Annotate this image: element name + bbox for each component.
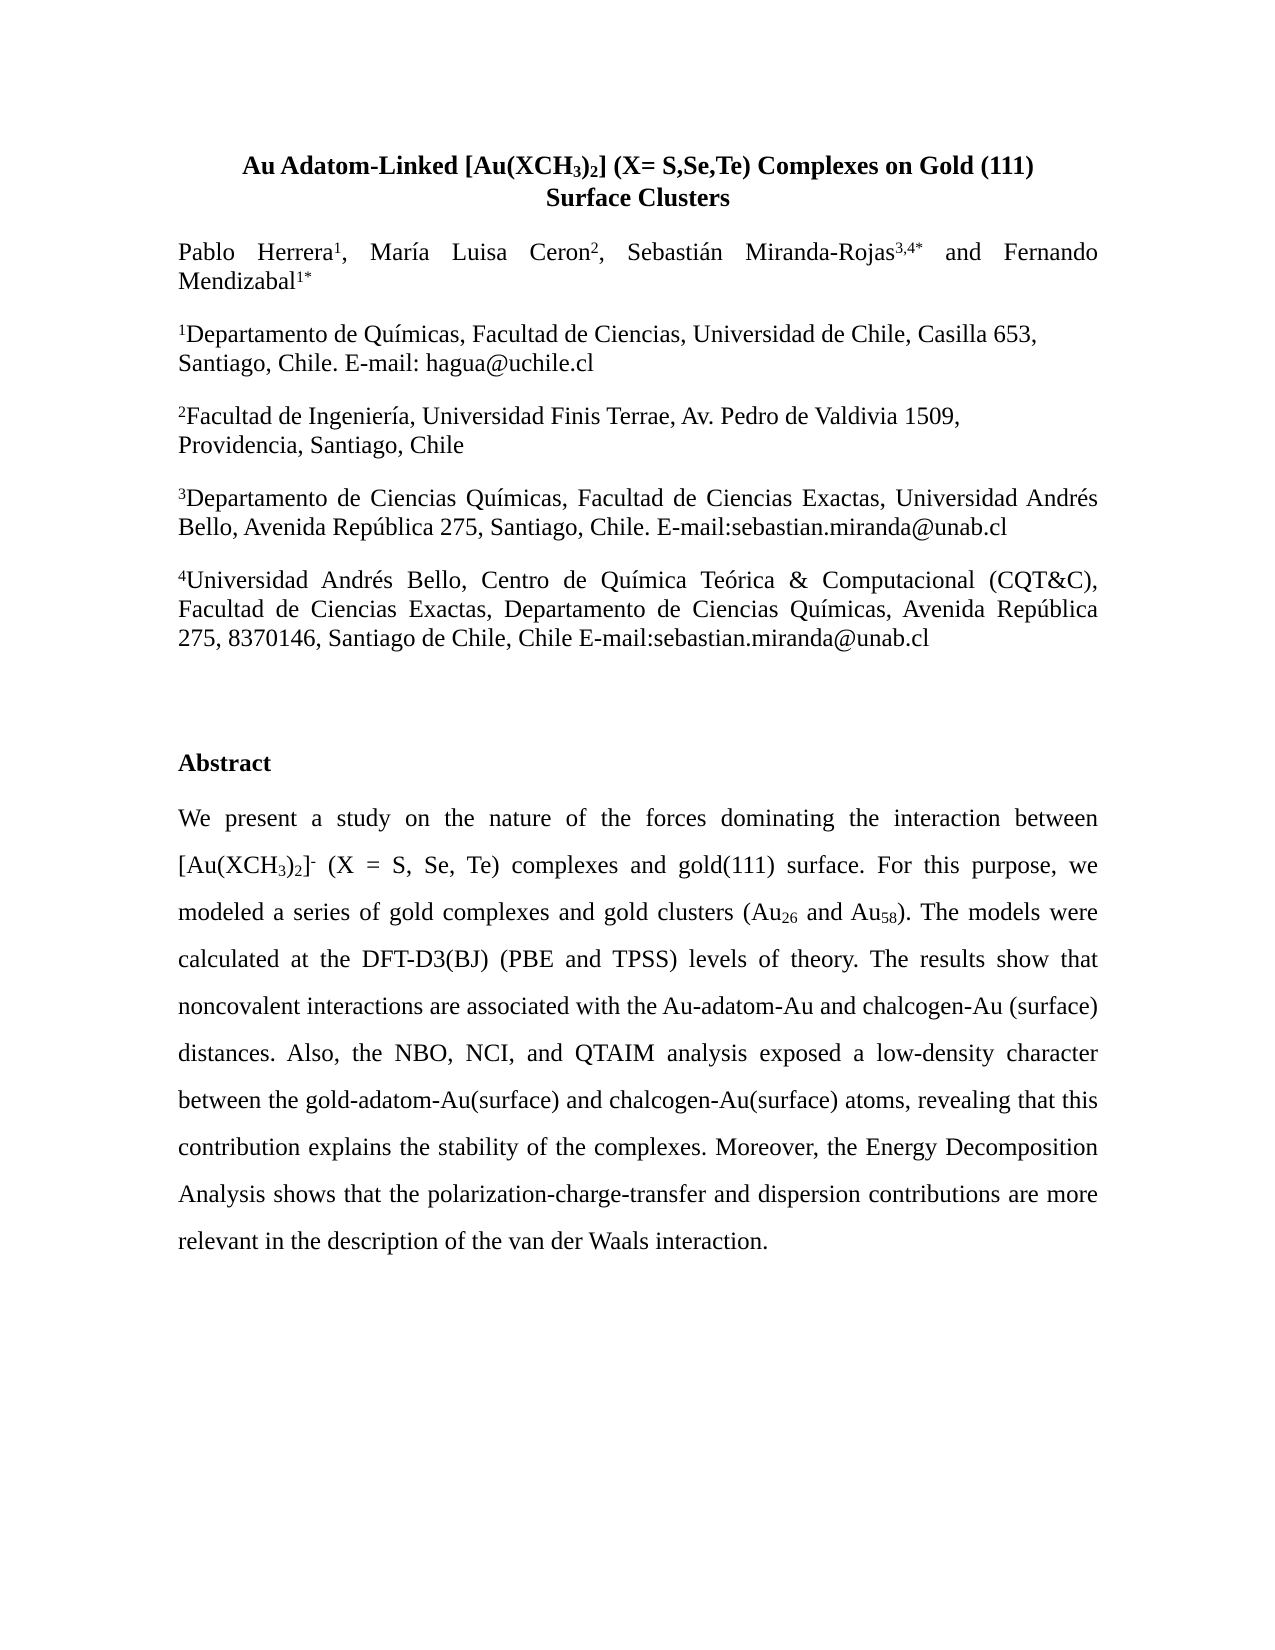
affiliation-1: $^1$Departamento de Químicas, Facultad de Ciencias, Universidad de Chile, Casilla 653, Santiago, Chile. E-mail: hagua@uchile.cl	[178, 321, 1038, 377]
authors-line: Pablo Herrera$^1$, María Luisa Ceron$^2$, Sebastián Miranda-Rojas$^{3,4*}$ and Fernando Mendizabal$^{1*}$	[178, 239, 1098, 295]
abstract-body: We present a study on the nature of the forces dominating the interaction between $[Au(XCH_3)_2]^-$ (X = S, Se, Te) complexes and gold(111) surface. For this purpose, we modeled a series of gold complexes and gold clusters ($Au_{26}$ and $Au_{58}$). The models were calculated at the DFT-D3(BJ) (PBE and TPSS) levels of theory. The results show that noncovalent interactions are associated with the Au-adatom-Au and chalcogen-Au (surface) distances. Also, the NBO, NCI, and QTAIM analysis exposed a low-density character between the gold-adatom-Au(surface) and chalcogen-Au(surface) atoms, revealing that this contribution explains the stability of the complexes. Moreover, the Energy Decomposition Analysis shows that the polarization-charge-transfer and dispersion contributions are more relevant in the description of the van der Waals interaction.	[178, 805, 1098, 1255]
paper-title: Au Adatom-Linked $[Au(XCH_3)_2]$ (X= S,Se,Te) Complexes on Gold (111) Surface Clusters	[242, 151, 1034, 212]
page-content	[178, 0, 1098, 1265]
affiliation-3: $^3$Departamento de Ciencias Químicas, Facultad de Ciencias Exactas, Universidad Andrés Bello, Avenida República 275, Santiago, Chile. E-mail:sebastian.miranda@unab.cl	[178, 485, 1098, 541]
affiliation-2: $^2$Facultad de Ingeniería, Universidad Finis Terrae, Av. Pedro de Valdivia 1509, Providencia, Santiago, Chile	[178, 403, 961, 459]
affiliation-4: $^4$Universidad Andrés Bello, Centro de Química Teórica & Computacional (CQT&C), Facultad de Ciencias Exactas, Departamento de Ciencias Químicas, Avenida República 275, 8370146, Santiago de Chile, Chile E-mail:sebastian.miranda@unab.cl	[178, 567, 1098, 652]
abstract-heading: Abstract	[178, 750, 272, 777]
